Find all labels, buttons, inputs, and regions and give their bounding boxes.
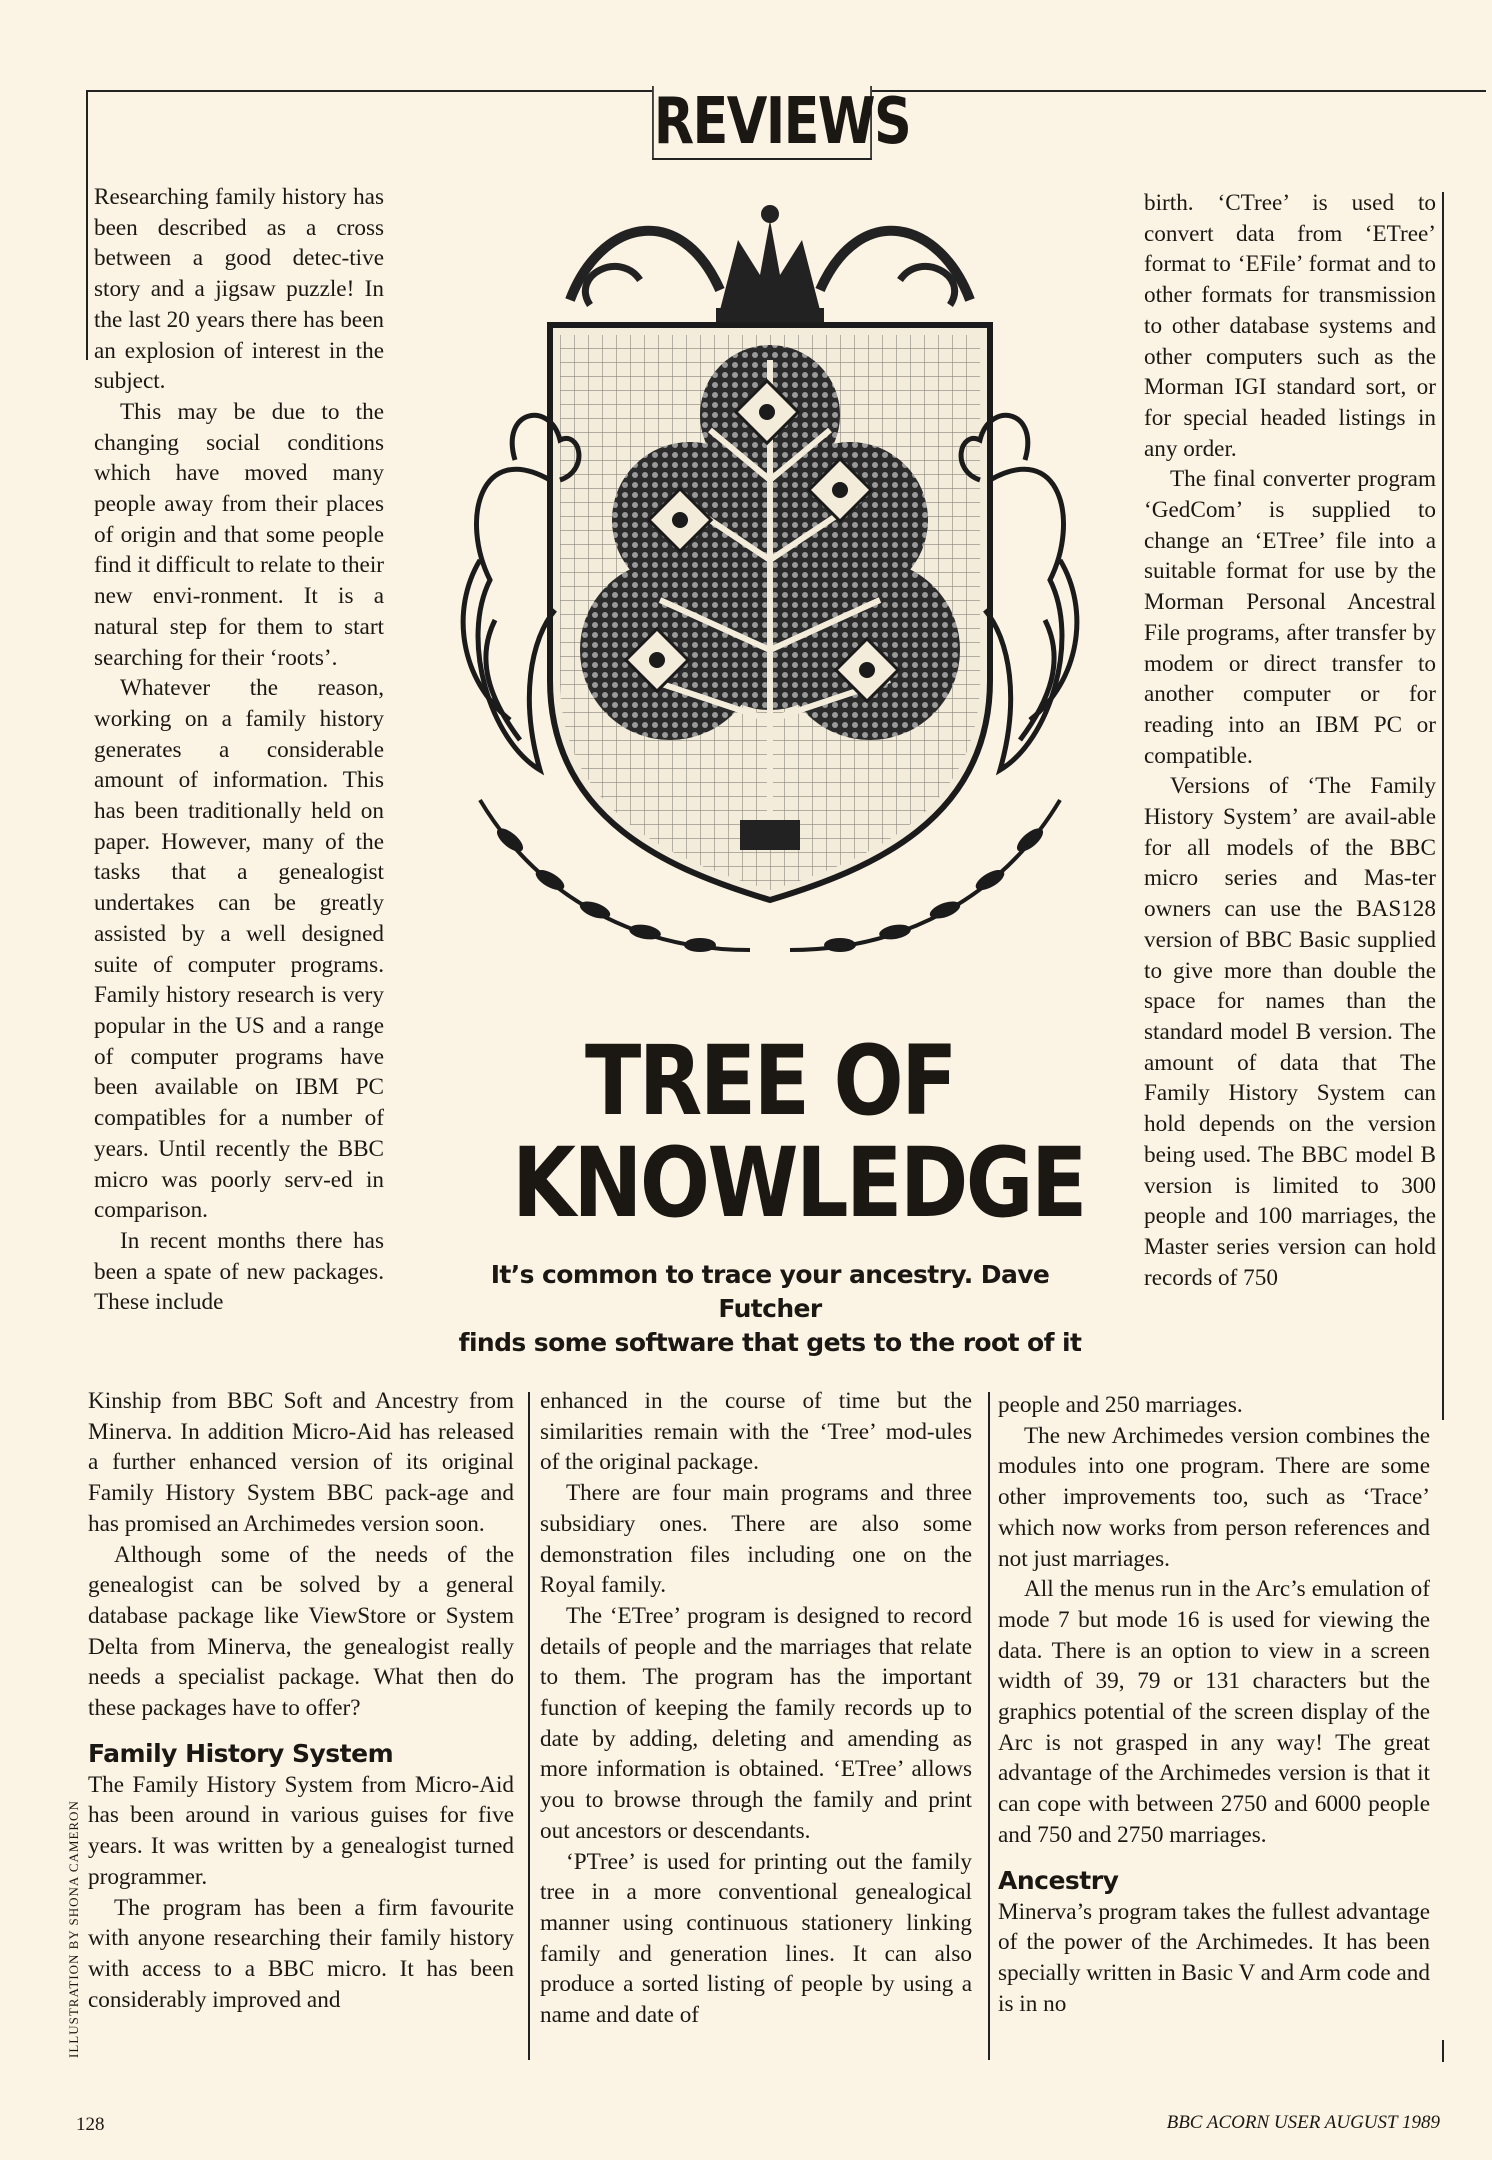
crest-illustration <box>420 180 1120 1020</box>
column-1-lower <box>88 1386 514 2015</box>
left-rule <box>86 90 88 360</box>
paragraph: The program has been a firm favourite with anyone researching their family history with access to a BBC micro. It has been considerably improved and <box>88 1894 514 2013</box>
paragraph: The new Archimedes version combines the modules into one program. There are some other improvements too, such as ‘Trace’ which now works from person references and not just marriages. <box>998 1422 1430 1572</box>
column-3-lower <box>998 1390 1430 2019</box>
column-rule-right <box>988 1392 990 2060</box>
page-number: 128 <box>76 2114 105 2135</box>
magazine-footer <box>1167 2112 1440 2134</box>
illustration-credit: ILLUSTRATION BY SHONA CAMERON <box>66 1800 81 2058</box>
paragraph: In recent months there has been a spate of new packages. These include <box>94 1227 384 1316</box>
paragraph: people and 250 marriages. <box>998 1392 1243 1418</box>
paragraph: birth. ‘CTree’ is used to convert data from ‘ETree’ format to ‘EFile’ format and to other formats for transmission to other database systems and other computers such as the Morman IGI standard sort, or for special headed listings in any order. <box>1144 190 1436 462</box>
subheading-ancestry: Ancestry <box>998 1865 1119 1895</box>
crown-icon <box>570 205 970 326</box>
section-masthead: REVIEWS <box>653 85 911 159</box>
standfirst-line-2: finds some software that gets to the root of it <box>458 1328 1082 1357</box>
paragraph: All the menus run in the Arc’s emulation of mode 7 but mode 16 is used for viewing the data. There is an option to view in a screen width of 39, 79 or 131 characters but the graphics potential of the screen display of the Arc is not grasped in any way! The great advantage of the Archimedes version is that it can cope with between 2750 and 6000 people and 750 and 2750 marriages. <box>998 1576 1430 1848</box>
headline-line-2: KNOWLEDGE <box>512 1127 1085 1239</box>
paragraph: Although some of the needs of the genealogist can be solved by a general database package like ViewStore or System Delta from Minerva, the genealogist really needs a specialist package. What then do these packages have to offer? <box>88 1541 514 1722</box>
column-2 <box>540 1386 972 2031</box>
article-standfirst <box>440 1258 1100 1360</box>
column-1-upper <box>94 182 384 1318</box>
article-headline <box>470 1025 1085 1239</box>
paragraph: This may be due to the changing social conditions which have moved many people away from their places of origin and that some people find it difficult to relate to their new envi-ronment. It is a natural step for them to start searching for their ‘roots’. <box>94 398 384 671</box>
paragraph: Versions of ‘The Family History System’ are avail-able for all models of the BBC micro series and Mas-ter owners can use the BAS128 version of BBC Basic supplied to give more than double the space for names than the standard model B version. The amount of data that The Family History System can hold depends on the version being used. The BBC model B version is limited to 300 people and 100 marriages, the Master series version can hold records of 750 <box>1144 773 1436 1291</box>
right-rule <box>1442 192 1444 1420</box>
paragraph: There are four main programs and three subsidiary ones. There are also some demonstration files including one on the Royal family. <box>540 1480 972 1599</box>
paragraph: Kinship from BBC Soft and Ancestry from Minerva. In addition Micro-Aid has released a further enhanced version of its original Family History System BBC pack-age and has promised an Archimedes version soon. <box>88 1388 514 1537</box>
subheading-family-history-system: Family History System <box>88 1738 394 1768</box>
column-rule-bottom-right <box>1442 2040 1444 2062</box>
paragraph: Minerva’s program takes the fullest advantage of the power of the Archimedes. It has been specially written in Basic V and Arm code and is in no <box>998 1898 1430 2017</box>
paragraph: The Family History System from Micro-Aid has been around in various guises for five years. It was written by a genealogist turned programmer. <box>88 1771 514 1890</box>
magazine-footer-text: BBC ACORN USER AUGUST 1989 <box>1166 2112 1440 2133</box>
headline-line-1: TREE OF <box>585 1025 955 1137</box>
paragraph: ‘PTree’ is used for printing out the family tree in a more conventional genealogical manner using continuous stationery linking family and generation lines. It can also produce a sorted listing of people by using a name and date of <box>540 1848 972 2029</box>
column-3-upper <box>1144 188 1436 1293</box>
column-rule-left <box>528 1392 530 2060</box>
paragraph: Researching family history has been described as a cross between a good detec-tive story and a jigsaw puzzle! In the last 20 years there has been an explosion of interest in the subject. <box>94 184 384 395</box>
paragraph: The final converter program ‘GedCom’ is supplied to change an ‘ETree’ file into a suitable format for use by the Morman Personal Ancestral File programs, after transfer by modem or direct transfer to another computer or for reading into an IBM PC or compatible. <box>1144 466 1436 769</box>
paragraph: Whatever the reason, working on a family history generates a considerable amount of information. This has been traditionally held on paper. However, many of the tasks that a genealogist undertakes can be greatly assisted by a well designed suite of computer programs. Family history research is very popular in the US and a range of computer programs have been available on IBM PC compatibles for a number of years. Until recently the BBC micro was poorly serv-ed in comparison. <box>94 675 384 1224</box>
paragraph: enhanced in the course of time but the similarities remain with the ‘Tree’ mod-ules of the original package. <box>540 1388 972 1476</box>
paragraph: The ‘ETree’ program is designed to record details of people and the marriages that relate to them. The program has the important function of keeping the family records up to date by adding, deleting and amending as more information is obtained. ‘ETree’ allows you to browse through the family and print out ancestors or descendants. <box>540 1602 972 1844</box>
standfirst-line-1: It’s common to trace your ancestry. Dave Futcher <box>490 1260 1050 1323</box>
